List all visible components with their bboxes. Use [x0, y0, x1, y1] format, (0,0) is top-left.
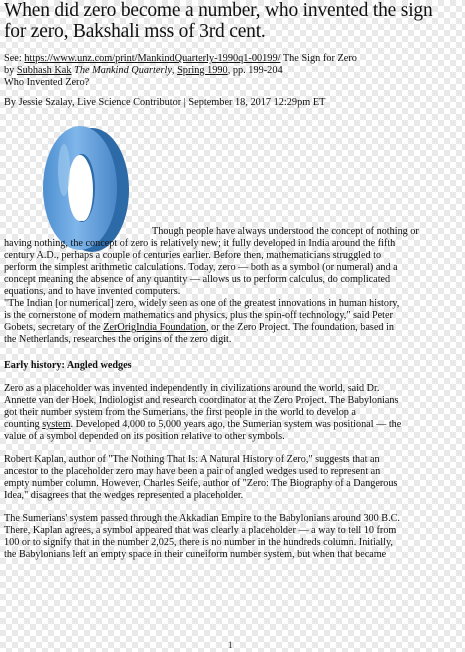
- p5-line-3: 100 or to signify that in the number 2,025, there is no number in the hundreds column. Initially,: [4, 537, 393, 548]
- p2-text: Gobets, secretary of the: [4, 322, 104, 333]
- p4-line-1: Robert Kaplan, author of "The Nothing That Is: A Natural History of Zero," suggests that an: [4, 454, 380, 465]
- see-label: See:: [4, 53, 25, 64]
- byline: By Jessie Szalay, Live Science Contributor | September 18, 2017 12:29pm ET: [4, 97, 326, 108]
- p4-line-3: empty number column. However, Charles Seife, author of "Zero: The Biography of a Dangerous: [4, 478, 398, 489]
- p3-line-2: Annette van der Hoek, Indiologist and research coordinator at the Zero Project. The Babylonians: [4, 395, 399, 406]
- page-title: [4, 0, 464, 42]
- see-rest: The Sign for Zero: [280, 53, 357, 64]
- p1-line-6: equations, and to have invented computers.: [4, 286, 181, 297]
- p2-line-3: [4, 322, 394, 334]
- p3-line-1: Zero as a placeholder was invented independently in civilizations around the world, said Dr.: [4, 383, 380, 394]
- p2-line-1: "The Indian [or numerical] zero, widely seen as one of the greatest innovations in human history,: [4, 298, 400, 309]
- citation-line: [4, 65, 283, 77]
- p4-line-4: Idea," disagrees that the wedges represented a placeholder.: [4, 490, 244, 501]
- p1-line-1: Though people have always understood the concept of nothing or: [152, 226, 419, 237]
- p2-line-2: is the cornerstone of modern mathematics and physics, plus the spin-off technology," said Peter: [4, 310, 393, 321]
- system-link[interactable]: system: [42, 419, 71, 430]
- citation-pages: , pp. 199-204: [227, 65, 283, 76]
- see-reference: [4, 53, 357, 65]
- p3-line-5: value of a symbol depended on its position relative to other symbols.: [4, 431, 285, 442]
- who-invented-line: Who Invented Zero?: [4, 77, 90, 88]
- by-label: by: [4, 65, 17, 76]
- p1-line-4: perform the simplest arithmetic calculations. Today, zero — both as a symbol (or numeral) and a: [4, 262, 398, 273]
- issue-link[interactable]: Spring 1990: [177, 65, 228, 76]
- p3-text: . Developed 4,000 to 5,000 years ago, the Sumerian system was positional — the: [70, 419, 402, 430]
- p2-line-4: the Netherlands, researches the origins of the zero digit.: [4, 334, 232, 345]
- p1-line-2: having nothing, the concept of zero is relatively new; it fully developed in India around the fifth: [4, 238, 396, 249]
- page-number: 1: [228, 640, 233, 650]
- journal-name: The Mankind Quarterly: [74, 65, 172, 76]
- p2-text: , or the Zero Project. The foundation, based in: [206, 322, 394, 333]
- author-link[interactable]: Subhash Kak: [16, 65, 72, 76]
- citation-sep: ,: [171, 65, 178, 76]
- p5-line-2: There, Kaplan agrees, a symbol appeared that was clearly a placeholder — a way to tell 10 from: [4, 525, 397, 536]
- p1-line-5: concept meaning the absence of any quantity — allows us to perform calculus, do complicated: [4, 274, 391, 285]
- p5-line-4: the Babylonians left an empty space in their cuneiform number system, but when that became: [4, 549, 387, 560]
- p1-line-3: century A.D., perhaps a couple of centuries earlier. Before then, mathematicians struggled to: [4, 250, 382, 261]
- section-heading: Early history: Angled wedges: [4, 360, 132, 371]
- p3-text: counting: [4, 419, 43, 430]
- reference-url-link[interactable]: https://www.unz.com/print/MankindQuarterly-1990q1-00199/: [24, 53, 281, 64]
- p3-line-3: got their number system from the Sumerians, the first people in the world to develop a: [4, 407, 356, 418]
- p3-line-4: [4, 419, 401, 431]
- p4-line-2: ancestor to the placeholder zero may have been a pair of angled wedges used to represent an: [4, 466, 381, 477]
- p5-line-1: The Sumerians' system passed through the Akkadian Empire to the Babylonians around 300 B.C.: [4, 513, 400, 524]
- title-line-2: for zero, Bakshali mss of 3rd cent.: [4, 21, 266, 42]
- title-line-1: When did zero become a number, who invented the sign: [4, 0, 433, 21]
- zerorigindia-link[interactable]: ZerOrigIndia Foundation: [103, 322, 206, 333]
